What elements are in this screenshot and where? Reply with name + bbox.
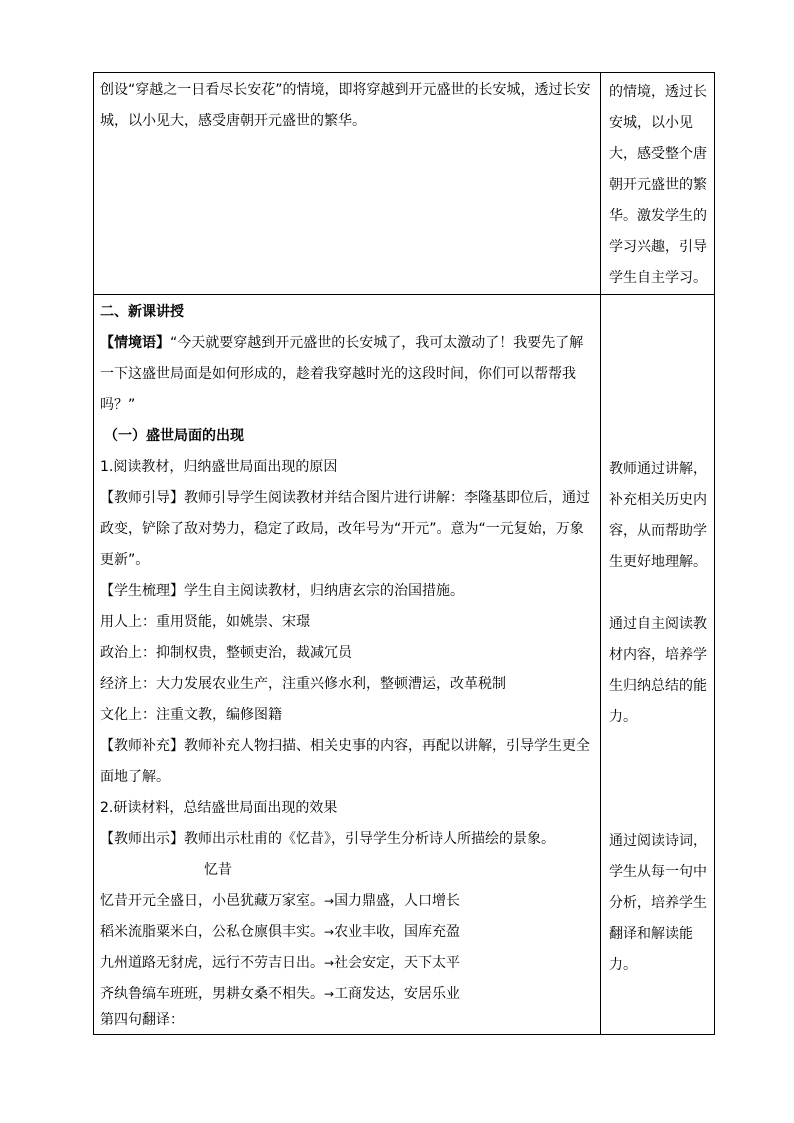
table-row [94, 73, 715, 295]
side-line: 安城，以小见 [609, 115, 693, 131]
poem-line [100, 886, 594, 917]
poem-verse: 忆昔开元全盛日，小邑犹藏万家室。 [100, 893, 324, 909]
row2-side-cell [601, 295, 715, 1035]
side-line: 通过阅读诗词， [609, 833, 707, 849]
side-line: 分析，培养学生 [609, 895, 707, 911]
row2-main-cell [94, 295, 601, 1035]
table-row [94, 295, 715, 1035]
side-line: 力。 [609, 957, 637, 973]
side-line: 容，从而帮助学 [609, 523, 707, 539]
side-line: 学习兴趣，引导 [609, 239, 707, 255]
side-line: 材内容，培养学 [609, 647, 707, 663]
measure-line: 政治上：抑制权贵，整顿吏治，裁减冗员 [100, 645, 352, 661]
row1-side-cell [601, 73, 715, 295]
poem-line [100, 979, 594, 1010]
poem-note: 社会安定，天下太平 [334, 955, 461, 971]
poem-line [100, 948, 594, 979]
poem-verse: 九州道路无豺虎，远行不劳吉日出。 [100, 955, 324, 971]
lesson-table [93, 72, 715, 1035]
side-line: 大，感受整个唐 [609, 146, 707, 162]
teacher-show-text: 教师出示杜甫的《忆昔》，引导学生分析诗人所描绘的景象。 [184, 831, 555, 847]
poem-verse: 齐纨鲁缟车班班，男耕女桑不相失。 [100, 986, 324, 1002]
teacher-guide-label: 【教师引导】 [100, 490, 184, 506]
side-line: 的情境，透过长 [609, 84, 707, 100]
task-item-1: 1.阅读教材，归纳盛世局面出现的原因 [100, 459, 338, 475]
arrow-icon: → [324, 925, 335, 939]
task-item-2: 2.研读材料，总结盛世局面出现的效果 [100, 800, 338, 816]
side-line: 华。激发学生的 [609, 208, 707, 224]
poem-note: 农业丰收，国库充盈 [334, 924, 461, 940]
measure-line: 文化上：注重文教，编修图籍 [100, 707, 282, 723]
side-line: 朝开元盛世的繁 [609, 177, 707, 193]
teacher-supp-text: 教师补充人物扫描、相关史事的内容，再配以讲解，引导学生更全面地了解。 [100, 738, 590, 785]
side-line: 生归纳总结的能 [609, 678, 707, 694]
side-line: 补充相关历史内 [609, 492, 707, 508]
poem-note: 工商发达，安居乐业 [334, 986, 461, 1002]
scenario-paragraph: 创设“穿越之一日看尽长安花”的情境，即将穿越到开元盛世的长安城，透过长安城，以小见大，感受唐朝开元盛世的繁华。 [100, 82, 591, 129]
poem-title: 忆昔 [204, 862, 232, 878]
teacher-supp-label: 【教师补充】 [100, 738, 184, 754]
row1-main-cell [94, 73, 601, 295]
situation-paragraph [100, 328, 594, 421]
situation-text: “今天就要穿越到开元盛世的长安城了，我可太激动了！我要先了解一下这盛世局面是如何形成的，趁着我穿越时光的这段时间，你们可以帮帮我吗？” [100, 335, 584, 413]
measure-line: 用人上：重用贤能，如姚崇、宋璟 [100, 614, 310, 630]
side-line: 教师通过讲解， [609, 461, 707, 477]
poem-verse: 稻米流脂粟米白，公私仓廪俱丰实。 [100, 924, 324, 940]
arrow-icon: → [324, 894, 335, 908]
side-line: 生更好地理解。 [609, 554, 707, 570]
teacher-show-label: 【教师出示】 [100, 831, 184, 847]
student-paragraph [100, 576, 594, 607]
subsection-heading: （一）盛世局面的出现 [104, 428, 244, 444]
poem-note: 国力鼎盛，人口增长 [334, 893, 461, 909]
poem-line [100, 917, 594, 948]
side-line: 通过自主阅读教 [609, 616, 707, 632]
measure-line: 经济上：大力发展农业生产，注重兴修水利，整顿漕运，改革税制 [100, 676, 506, 692]
teacher-guide-text: 教师引导学生阅读教材并结合图片进行讲解：李隆基即位后，通过政变，铲除了敌对势力，稳定了政局，改年号为“开元”。意为“一元复始，万象更新”。 [100, 490, 590, 568]
translation-label: 第四句翻译： [100, 1012, 184, 1028]
side-line: 学生自主学习。 [609, 270, 707, 286]
teacher-supp-paragraph [100, 731, 594, 793]
section-heading: 二、新课讲授 [100, 304, 184, 320]
arrow-icon: → [324, 956, 335, 970]
arrow-icon: → [324, 987, 335, 1001]
student-text: 学生自主阅读教材，归纳唐玄宗的治国措施。 [184, 583, 464, 599]
side-line: 翻译和解读能 [609, 926, 693, 942]
side-line: 学生从每一句中 [609, 864, 707, 880]
teacher-show-paragraph [100, 824, 594, 855]
student-label: 【学生梳理】 [100, 583, 184, 599]
teacher-guide-paragraph [100, 483, 594, 576]
side-line: 力。 [609, 709, 637, 725]
situation-label: 【情境语】 [100, 335, 170, 351]
